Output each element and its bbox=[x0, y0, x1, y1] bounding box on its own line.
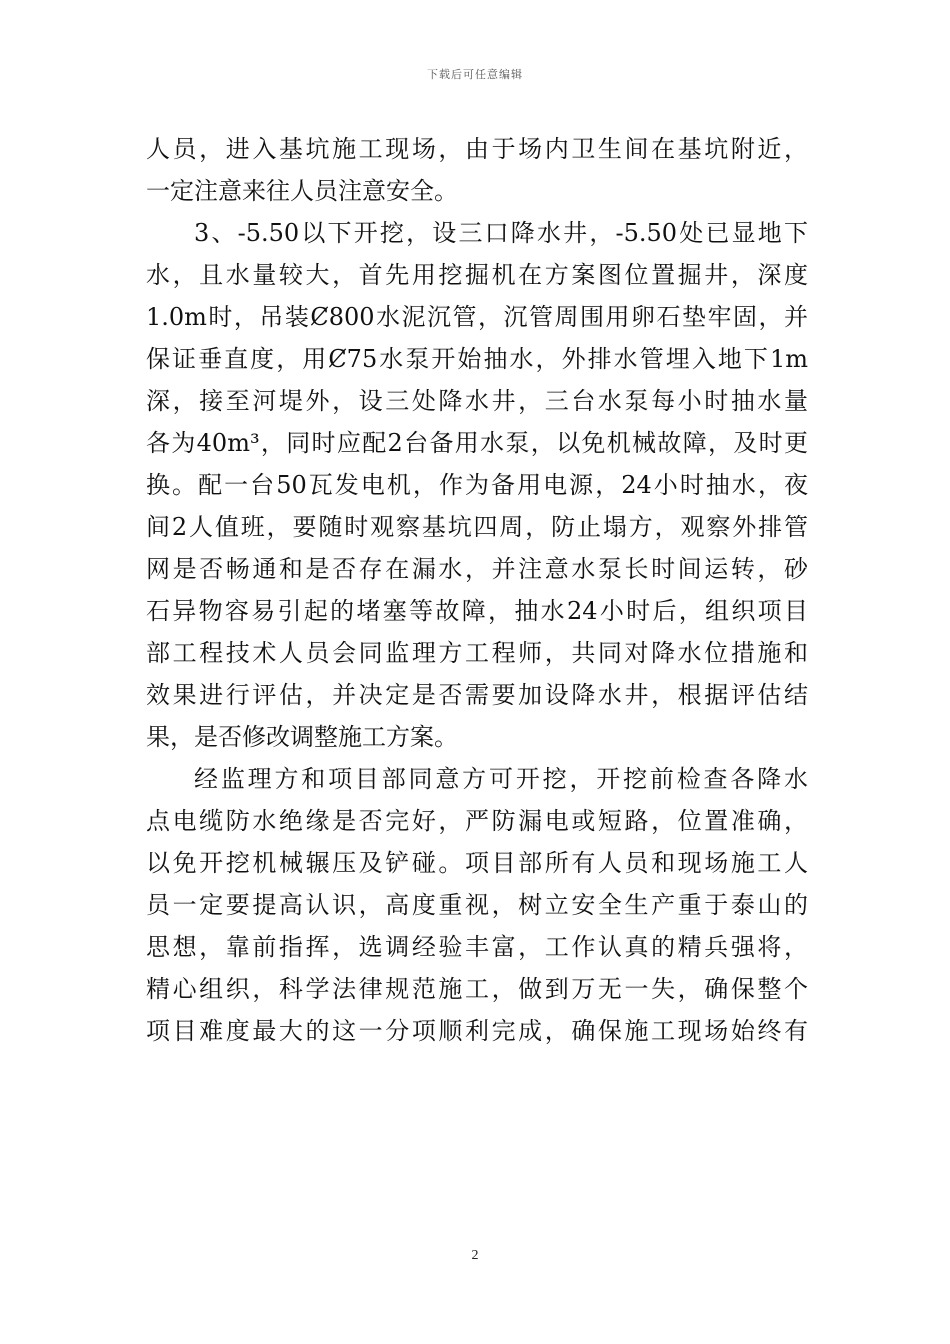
text-line: 换。配一台50瓦发电机，作为备用电源，24小时抽水，夜 bbox=[146, 471, 808, 499]
paragraph-3 bbox=[146, 758, 808, 1052]
text-line: 水，且水量较大，首先用挖掘机在方案图位置掘井，深度 bbox=[146, 261, 808, 289]
text-line: 效果进行评估，并决定是否需要加设降水井，根据评估结 bbox=[146, 681, 808, 709]
text-line: 各为40m³，同时应配2台备用水泵，以免机械故障，及时更 bbox=[146, 429, 808, 457]
text-line: 深，接至河堤外，设三处降水井，三台水泵每小时抽水量 bbox=[146, 387, 808, 415]
text-line: 精心组织，科学法律规范施工，做到万无一失，确保整个 bbox=[146, 975, 808, 1003]
text-line: 部工程技术人员会同监理方工程师，共同对降水位措施和 bbox=[146, 639, 808, 667]
paragraph-1 bbox=[146, 128, 808, 212]
text-line: 思想，靠前指挥，选调经验丰富，工作认真的精兵强将， bbox=[146, 933, 808, 961]
text-line: 3、-5.50以下开挖，设三口降水井，-5.50处已显地下 bbox=[194, 219, 808, 247]
text-line: 一定注意来往人员注意安全。 bbox=[146, 177, 458, 205]
text-line: 果，是否修改调整施工方案。 bbox=[146, 723, 458, 751]
text-line: 点电缆防水绝缘是否完好，严防漏电或短路，位置准确， bbox=[146, 807, 808, 835]
text-line: 以免开挖机械辗压及铲碰。项目部所有人员和现场施工人 bbox=[146, 849, 808, 877]
text-line: 保证垂直度，用Ȼ75水泵开始抽水，外排水管埋入地下1m bbox=[146, 345, 808, 373]
text-line: 人员，进入基坑施工现场，由于场内卫生间在基坑附近， bbox=[146, 135, 808, 163]
text-line: 石异物容易引起的堵塞等故障，抽水24小时后，组织项目 bbox=[146, 597, 808, 625]
page-header: 下载后可任意编辑 bbox=[427, 68, 523, 81]
text-line: 网是否畅通和是否存在漏水，并注意水泵长时间运转，砂 bbox=[146, 555, 808, 583]
paragraph-2 bbox=[146, 212, 808, 758]
page-number: 2 bbox=[471, 1248, 479, 1263]
text-line: 员一定要提高认识，高度重视，树立安全生产重于泰山的 bbox=[146, 891, 808, 919]
text-line: 间2人值班，要随时观察基坑四周，防止塌方，观察外排管 bbox=[146, 513, 808, 541]
text-line: 1.0m时，吊装Ȼ800水泥沉管，沉管周围用卵石垫牢固，并 bbox=[146, 303, 808, 331]
document-body bbox=[146, 128, 808, 1052]
text-line: 经监理方和项目部同意方可开挖，开挖前检查各降水 bbox=[194, 765, 808, 793]
text-line: 项目难度最大的这一分项顺利完成，确保施工现场始终有 bbox=[146, 1017, 808, 1045]
